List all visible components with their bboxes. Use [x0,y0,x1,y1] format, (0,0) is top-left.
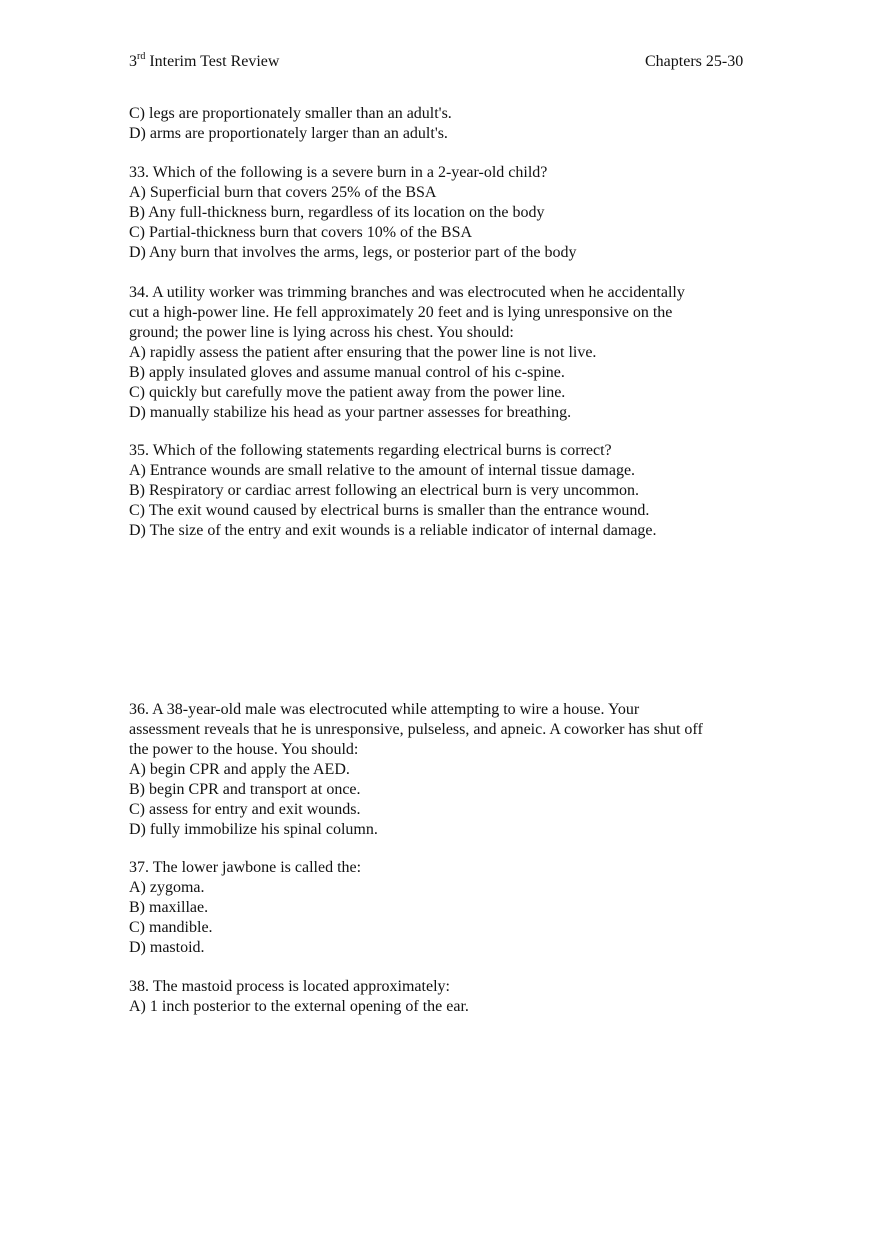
answer-option: A) rapidly assess the patient after ensuring that the power line is not live. [129,344,597,361]
question-stem: assessment reveals that he is unresponsive, pulseless, and apneic. A coworker has shut off [129,721,703,738]
answer-option: A) Superficial burn that covers 25% of the BSA [129,184,437,201]
answer-option: C) assess for entry and exit wounds. [129,801,361,818]
question-stem: 37. The lower jawbone is called the: [129,859,362,876]
answer-option: B) maxillae. [129,899,209,916]
header-title-rest: Interim Test Review [145,53,280,70]
question-33 [129,163,769,263]
answer-option: B) begin CPR and transport at once. [129,781,361,798]
question-32-continuation [129,104,769,144]
answer-option: C) legs are proportionately smaller than an adult's. [129,105,452,122]
answer-option: C) mandible. [129,919,213,936]
answer-option: B) Respiratory or cardiac arrest following an electrical burn is very uncommon. [129,482,640,499]
answer-option: D) arms are proportionately larger than an adult's. [129,125,448,142]
answer-option: C) The exit wound caused by electrical burns is smaller than the entrance wound. [129,502,650,519]
header-title-ordinal: 3 [129,53,137,70]
answer-option: D) mastoid. [129,939,205,956]
answer-option: D) fully immobilize his spinal column. [129,821,378,838]
header-chapters: Chapters 25-30 [645,53,744,70]
question-stem: cut a high-power line. He fell approximately 20 feet and is lying unresponsive on the [129,304,673,321]
question-37 [129,858,769,958]
question-stem: ground; the power line is lying across his chest. You should: [129,324,514,341]
question-stem: 36. A 38-year-old male was electrocuted while attempting to wire a house. Your [129,701,640,718]
question-38 [129,977,769,1017]
question-stem: 38. The mastoid process is located approximately: [129,978,450,995]
answer-option: D) The size of the entry and exit wounds is a reliable indicator of internal damage. [129,522,657,539]
question-35 [129,441,769,541]
header-title-suffix: rd [137,50,146,62]
header-title [129,52,279,72]
answer-option: C) quickly but carefully move the patient away from the power line. [129,384,566,401]
question-stem: the power to the house. You should: [129,741,359,758]
question-stem: 34. A utility worker was trimming branches and was electrocuted when he accidentally [129,284,685,301]
answer-option: D) manually stabilize his head as your partner assesses for breathing. [129,404,572,421]
question-36 [129,700,769,840]
answer-option: C) Partial-thickness burn that covers 10% of the BSA [129,224,473,241]
answer-option: A) begin CPR and apply the AED. [129,761,350,778]
answer-option: A) 1 inch posterior to the external opening of the ear. [129,998,469,1015]
answer-option: B) apply insulated gloves and assume manual control of his c-spine. [129,364,565,381]
question-34 [129,283,769,423]
question-stem: 35. Which of the following statements regarding electrical burns is correct? [129,442,612,459]
answer-option: D) Any burn that involves the arms, legs, or posterior part of the body [129,244,577,261]
question-stem: 33. Which of the following is a severe burn in a 2-year-old child? [129,164,548,181]
answer-option: B) Any full-thickness burn, regardless of its location on the body [129,204,545,221]
answer-option: A) zygoma. [129,879,205,896]
answer-option: A) Entrance wounds are small relative to the amount of internal tissue damage. [129,462,636,479]
